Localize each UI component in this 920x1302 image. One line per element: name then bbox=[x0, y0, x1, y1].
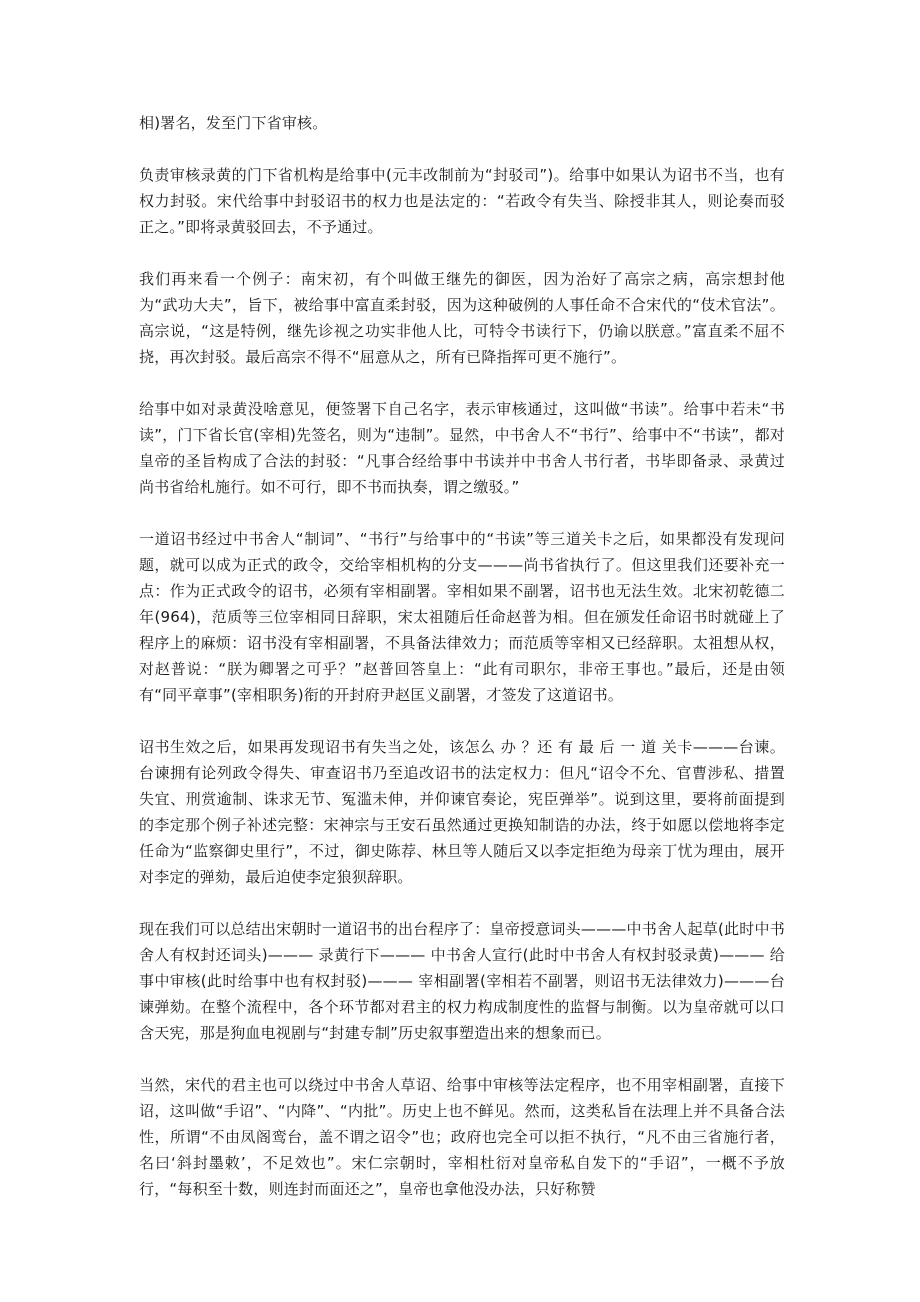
paragraph-4: 给事中如对录黄没啥意见，便签署下自己名字，表示审核通过，这叫做“书读”。给事中若未“书读”，门下省长官(宰相)先签名，则为“违制”。显然，中书舍人不“书行”、给事中不“书读”，都对皇帝的圣旨构成了合法的封驳：“凡事合经给事中书读并中书舍人书行者，书毕即备录、录黄过尚书省给札施行。如不可行，即不书而执奏，谓之缴驳。” bbox=[139, 400, 785, 496]
paragraph-8: 当然，宋代的君主也可以绕过中书舍人草诏、给事中审核等法定程序，也不用宰相副署，直接下诏，这叫做“手诏”、“内降”、“内批”。历史上也不鲜见。然而，这类私旨在法理上并不具备合法性，所谓“不由凤阁鸾台，盖不谓之诏令”也；政府也完全可以拒不执行，“凡不由三省施行者，名曰‘斜封墨敕’，不足效也”。宋仁宗朝时，宰相杜衍对皇帝私自发下的“手诏”，一概不予放行，“每积至十数，则连封而面还之”，皇帝也拿他没办法，只好称赞 bbox=[139, 1076, 785, 1198]
paragraph-6: 诏书生效之后，如果再发现诏书有失当之处，该怎么 办 ？还 有 最 后 一 道 关卡———台谏。台谏拥有论列政令得失、审查诏书乃至追改诏书的法定权力：但凡“诏令不允、官曹涉私、措置失宜、刑赏逾制、诛求无节、冤滥未伸，并仰谏官奏论，宪臣弹举”。说到这里，要将前面提到的李定那个例子补述完整：宋神宗与王安石虽然通过更换知制诰的办法，终于如愿以偿地将李定任命为“监察御史里行”，不过，御史陈荐、林旦等人随后又以李定拒绝为母亲丁忧为理由，展开对李定的弹劾，最后迫使李定狼狈辞职。 bbox=[139, 738, 785, 886]
document-page bbox=[139, 110, 785, 1202]
paragraph-1: 相)署名，发至门下省审核。 bbox=[139, 114, 328, 132]
paragraph-5: 一道诏书经过中书舍人“制词”、“书行”与给事中的“书读”等三道关卡之后，如果都没有发现问题，就可以成为正式的政令，交给宰相机构的分支———尚书省执行了。但这里我们还要补充一点：作为正式政令的诏书，必须有宰相副署。宰相如果不副署，诏书也无法生效。北宋初乾德二年(964)，范质等三位宰相同日辞职，宋太祖随后任命赵普为相。但在颁发任命诏书时就碰上了程序上的麻烦：诏书没有宰相副署，不具备法律效力；而范质等宰相又已经辞职。太祖想从权，对赵普说：“朕为卿署之可乎？”赵普回答皇上：“此有司职尔，非帝王事也。”最后，还是由领有“同平章事”(宰相职务)衔的开封府尹赵匡义副署，才签发了这道诏书。 bbox=[139, 530, 785, 704]
paragraph-3: 我们再来看一个例子：南宋初，有个叫做王继先的御医，因为治好了高宗之病，高宗想封他为“武功大夫”，旨下，被给事中富直柔封驳，因为这种破例的人事任命不合宋代的“伎术官法”。高宗说，“这是特例，继先诊视之功实非他人比，可特令书读行下，仍谕以朕意。”富直柔不屈不挠，再次封驳。最后高宗不得不“屈意从之，所有已降指挥可更不施行”。 bbox=[139, 270, 785, 366]
paragraph-2: 负责审核录黄的门下省机构是给事中(元丰改制前为“封驳司”)。给事中如果认为诏书不当，也有权力封驳。宋代给事中封驳诏书的权力也是法定的：“若政令有失当、除授非其人，则论奏而驳正之。”即将录黄驳回去，不予通过。 bbox=[139, 166, 785, 236]
paragraph-7: 现在我们可以总结出宋朝时一道诏书的出台程序了：皇帝授意词头———中书舍人起草(此时中书舍人有权封还词头)——— 录黄行下——— 中书舍人宣行(此时中书舍人有权封驳录黄)——— 给事中审核(此时给事中也有权封驳)——— 宰相副署(宰相若不副署，则诏书无法律效力)———台谏弹劾。在整个流程中，各个环节都对君主的权力构成制度性的监督与制衡。以为皇帝就可以口含天宪，那是狗血电视剧与“封建专制”历史叙事塑造出来的想象而已。 bbox=[139, 920, 785, 1042]
